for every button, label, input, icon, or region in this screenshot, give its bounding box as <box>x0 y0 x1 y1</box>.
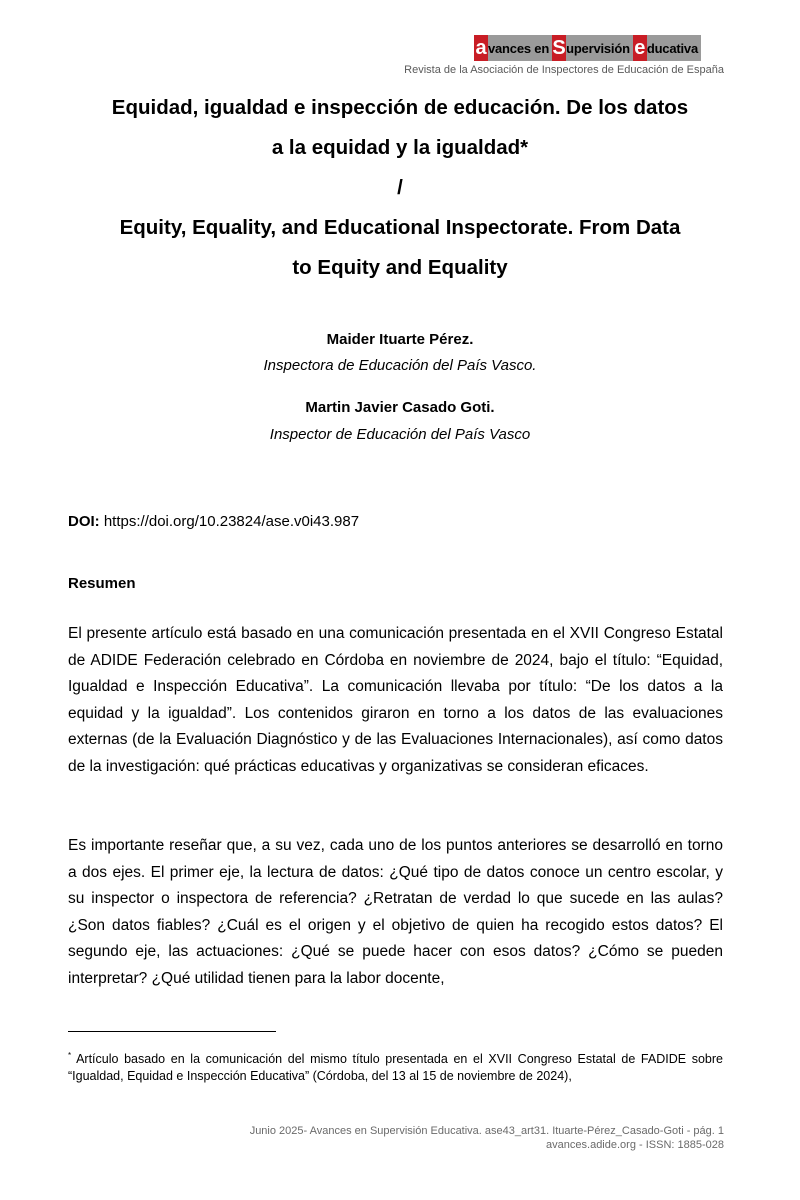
abstract-paragraph-2: Es importante reseñar que, a su vez, cada uno de los puntos anteriores se desarrolló en torno a dos ejes. El primer eje, la lectura de datos: ¿Qué tipo de datos conoce un centro escolar, y su inspector o inspectora de referencia? ¿Retratan de verdad lo que sucede en las aulas? ¿Son datos fiables? ¿Cuál es el origen y el objetivo de quien ha recogido estos datos? El segundo eje, las actuaciones: ¿Qué se puede hacer con esos datos? ¿Cómo se pueden interpretar? ¿Qué utilidad tienen para la labor docente, <box>68 837 723 987</box>
doi-label: DOI: <box>68 513 100 530</box>
footer-citation: Junio 2025- Avances en Supervisión Educativa. ase43_art31. Ituarte-Pérez_Casado-Goti - pág. 1 <box>249 1125 724 1137</box>
doi-line <box>68 513 359 530</box>
journal-logo <box>474 35 701 61</box>
abstract-paragraph-1: El presente artículo está basado en una comunicación presentada en el XVII Congreso Estatal de ADIDE Federación celebrado en Córdoba en noviembre de 2024, bajo el título: “Equidad, Igualdad e Inspección Educativa”. La comunicación llevaba por título: “De los datos a la equidad y la igualdad”. Los contenidos giraron en torno a los datos de las evaluaciones externas (de la Evaluación Diagnóstico y de las Evaluaciones Internacionales), así como datos de la investigación: qué prácticas educativas y organizativas se consideran eficaces. <box>68 625 723 775</box>
logo-cap-e: e <box>634 37 646 59</box>
logo-cap-a: a <box>475 37 487 59</box>
author-1-affiliation: Inspectora de Educación del País Vasco. <box>263 357 537 374</box>
title-spanish <box>40 88 760 168</box>
title-es-line2: a la equidad y la igualdad* <box>271 136 529 159</box>
abstract-heading: Resumen <box>68 575 136 592</box>
footnote-divider <box>68 1031 276 1032</box>
author-2-name: Martin Javier Casado Goti. <box>305 399 495 416</box>
logo-text-educativa: ducativa <box>647 35 701 61</box>
title-en-line2: to Equity and Equality <box>292 256 508 279</box>
author-2-affiliation: Inspector de Educación del País Vasco <box>269 426 531 443</box>
title-english <box>40 208 760 288</box>
logo-text-avances: vances en <box>488 35 552 61</box>
logo-text-supervision: upervisión <box>566 35 633 61</box>
footer-issn: avances.adide.org - ISSN: 1885-028 <box>546 1139 724 1151</box>
footnote-marker: * <box>68 1051 72 1060</box>
footnote-text: Artículo basado en la comunicación del mismo título presentada en el XVII Congreso Estatal de FADIDE sobre “Igualdad, Equidad e Inspección Educativa” (Córdoba, del 13 al 15 de noviembre de 2024), <box>68 1052 723 1084</box>
logo-cap-s: S <box>552 37 566 59</box>
doi-link[interactable]: https://doi.org/10.23824/ase.v0i43.987 <box>103 513 360 530</box>
title-es-line1: Equidad, igualdad e inspección de educación. De los datos <box>111 96 689 119</box>
journal-subtitle: Revista de la Asociación de Inspectores de Educación de España <box>404 64 724 76</box>
title-separator: / <box>397 176 403 199</box>
author-1-name: Maider Ituarte Pérez. <box>326 331 474 348</box>
footnote <box>68 1047 723 1085</box>
title-en-line1: Equity, Equality, and Educational Inspectorate. From Data <box>119 216 681 239</box>
